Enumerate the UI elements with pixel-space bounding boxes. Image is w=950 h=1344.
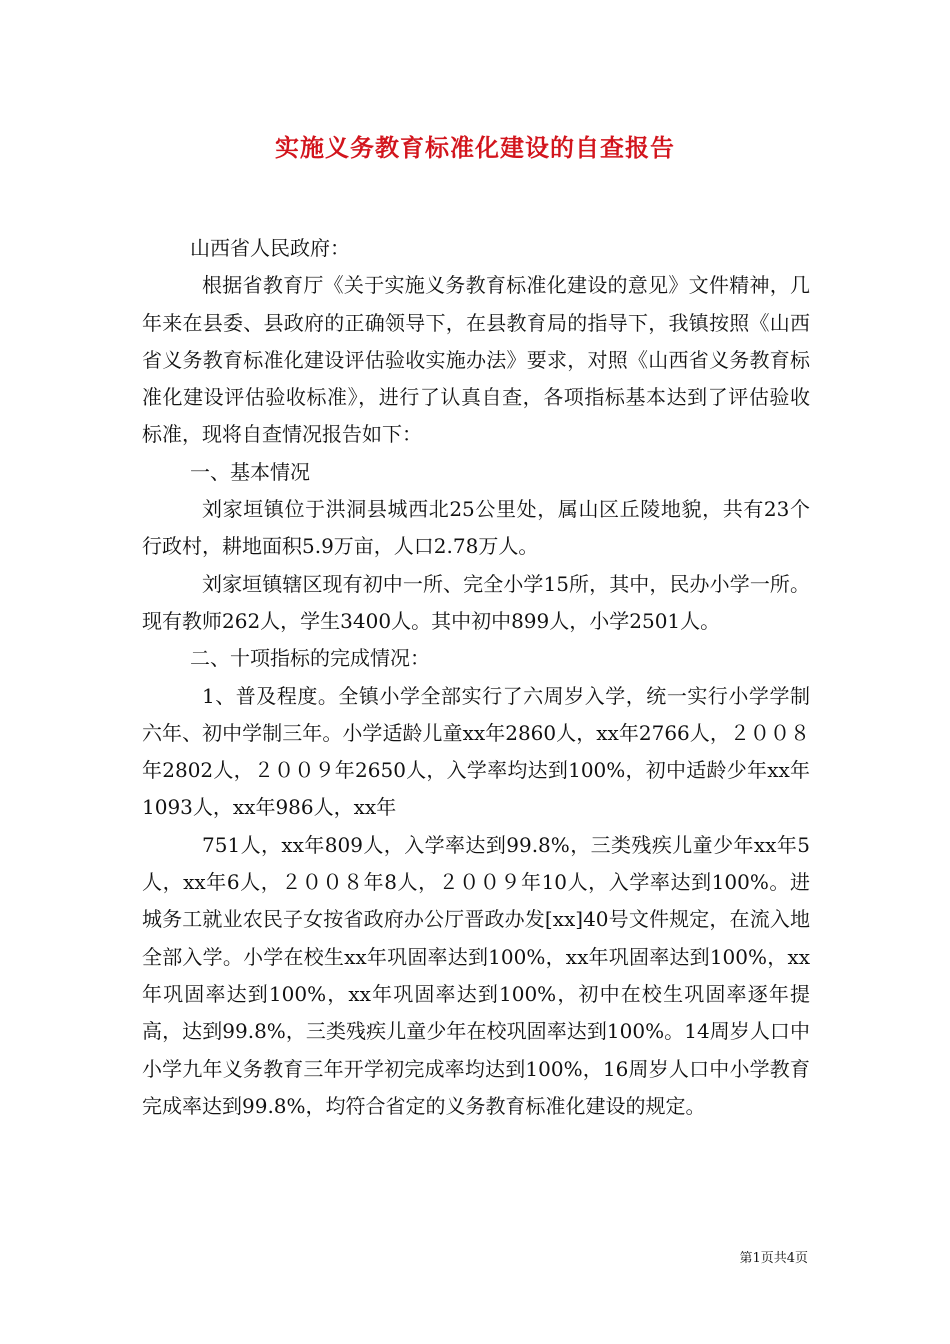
document-title: 实施义务教育标准化建设的自查报告 xyxy=(275,133,675,162)
page-number: 第1页共4页 xyxy=(739,1251,808,1266)
basic-info-paragraph-2: 刘家垣镇辖区现有初中一所、完全小学15所，其中，民办小学一所。现有教师262人，学生3400人。其中初中899人，小学2501人。 xyxy=(142,571,810,633)
item-1-paragraph-part-2: 751人，xx年809人，入学率达到99.8%，三类残疾儿童少年xx年5人，xx年6人，２００８年8人，２００９年10人，入学率达到100%。进城务工就业农民子女按省政府办公厅晋政办发[xx]40号文件规定，在流入地全部入学。小学在校生xx年巩固率达到100%，xx年巩固率达到100%，xx年巩固率达到100%，xx年巩固率达到100%，初中在校生巩固率逐年提高，达到99.8%，三类残疾儿童少年在校巩固率达到100%。14周岁人口中小学九年义务教育三年开学初完成率均达到100%，16周岁人口中小学教育完成率达到99.8%，均符合省定的义务教育标准化建设的规定。 xyxy=(142,832,810,1118)
salutation: 山西省人民政府： xyxy=(190,236,350,260)
section-heading-indicators: 二、十项指标的完成情况： xyxy=(190,646,430,671)
document-body xyxy=(142,230,810,1125)
section-heading-basic: 一、基本情况 xyxy=(190,459,310,484)
item-1-paragraph-part-1: 1、普及程度。全镇小学全部实行了六周岁入学，统一实行小学学制六年、初中学制三年。小学适龄儿童xx年2860人，xx年2766人，２００８年2802人，２００９年2650人，入学率均达到100%，初中适龄少年xx年1093人，xx年986人，xx年 xyxy=(142,683,810,820)
intro-paragraph: 根据省教育厅《关于实施义务教育标准化建设的意见》文件精神，几年来在县委、县政府的正确领导下，在县教育局的指导下，我镇按照《山西省义务教育标准化建设评估验收实施办法》要求，对照《山西省义务教育标准化建设评估验收标准》，进行了认真自查，各项指标基本达到了评估验收标准，现将自查情况报告如下： xyxy=(142,273,810,447)
basic-info-paragraph-1: 刘家垣镇位于洪洞县城西北25公里处，属山区丘陵地貌，共有23个行政村，耕地面积5.9万亩，人口2.78万人。 xyxy=(142,497,810,559)
